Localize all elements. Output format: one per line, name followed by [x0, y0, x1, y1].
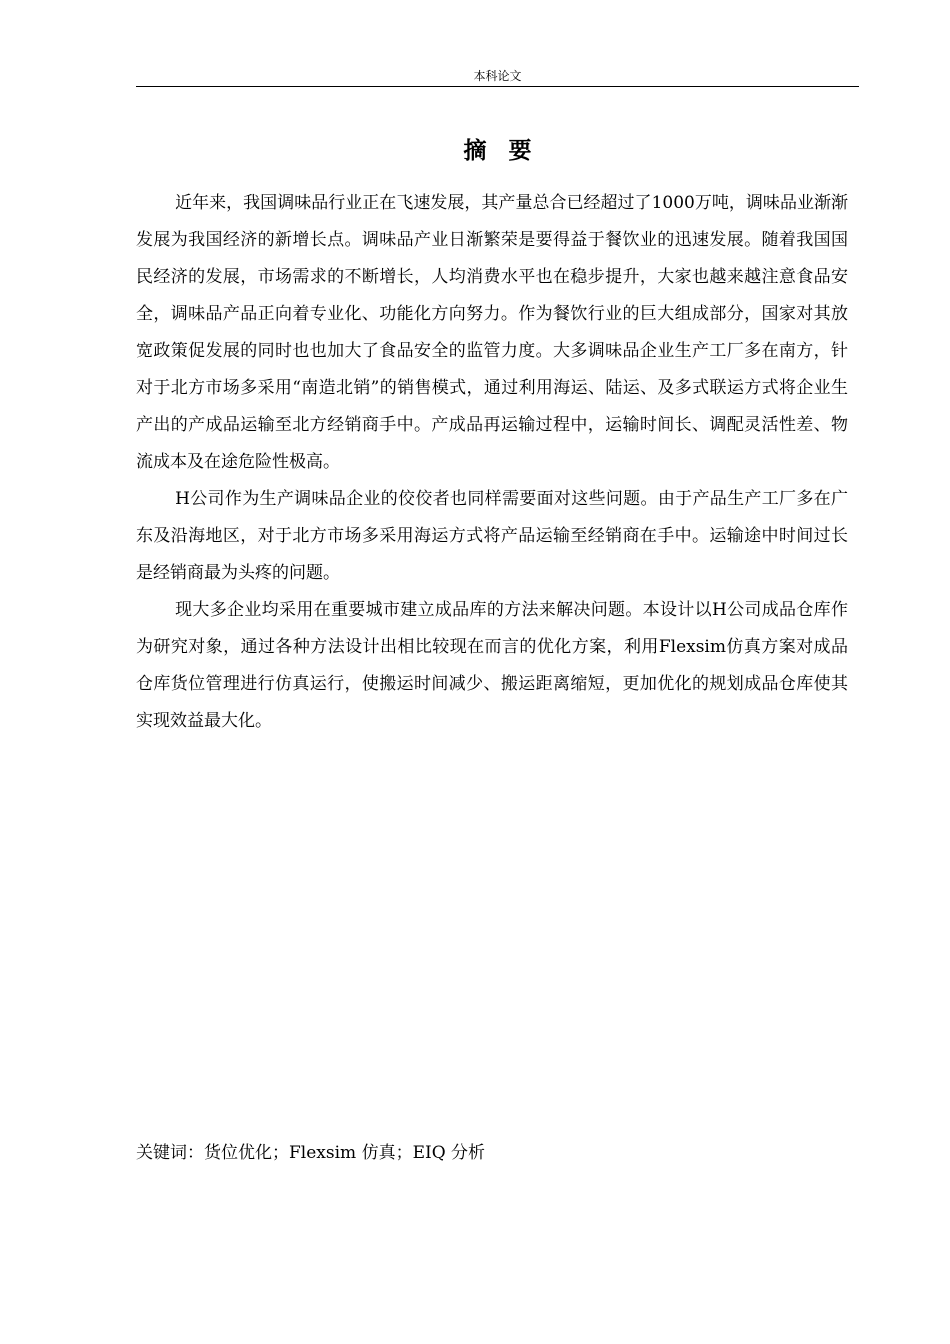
abstract-paragraph-2: H公司作为生产调味品企业的佼佼者也同样需要面对这些问题。由于产品生产工厂多在广东及沿海地区，对于北方市场多采用海运方式将产品运输至经销商在手中。运输途中时间过长是经销商最为头疼的问题。 [136, 489, 848, 583]
abstract-paragraph-3: 现大多企业均采用在重要城市建立成品库的方法来解决问题。本设计以H公司成品仓库作为研究对象，通过各种方法设计出相比较现在而言的优化方案，利用Flexsim仿真方案对成品仓库货位管理进行仿真运行，使搬运时间减少、搬运距离缩短，更加优化的规划成品仓库使其实现效益最大化。 [136, 600, 848, 731]
keywords-value: 货位优化；Flexsim 仿真；EIQ 分析 [204, 1143, 486, 1163]
page-header [136, 66, 859, 87]
header-text: 本科论文 [473, 69, 522, 83]
keywords-label: 关键词： [136, 1143, 204, 1163]
abstract-paragraph-1: 近年来，我国调味品行业正在飞速发展，其产量总合已经超过了1000万吨，调味品业渐渐发展为我国经济的新增长点。调味品产业日渐繁荣是要得益于餐饮业的迅速发展。随着我国国民经济的发展，市场需求的不断增长，人均消费水平也在稳步提升，大家也越来越注意食品安全，调味品产品正向着专业化、功能化方向努力。作为餐饮行业的巨大组成部分，国家对其放宽政策促发展的同时也也加大了食品安全的监管力度。大多调味品企业生产工厂多在南方，针对于北方市场多采用“南造北销”的销售模式，通过利用海运、陆运、及多式联运方式将企业生产出的产成品运输至北方经销商手中。产成品再运输过程中，运输时间长、调配灵活性差、物流成本及在途危险性极高。 [136, 193, 848, 472]
abstract-body [136, 185, 848, 740]
keywords-line [136, 1138, 859, 1168]
abstract-title: 摘要 [463, 137, 554, 164]
